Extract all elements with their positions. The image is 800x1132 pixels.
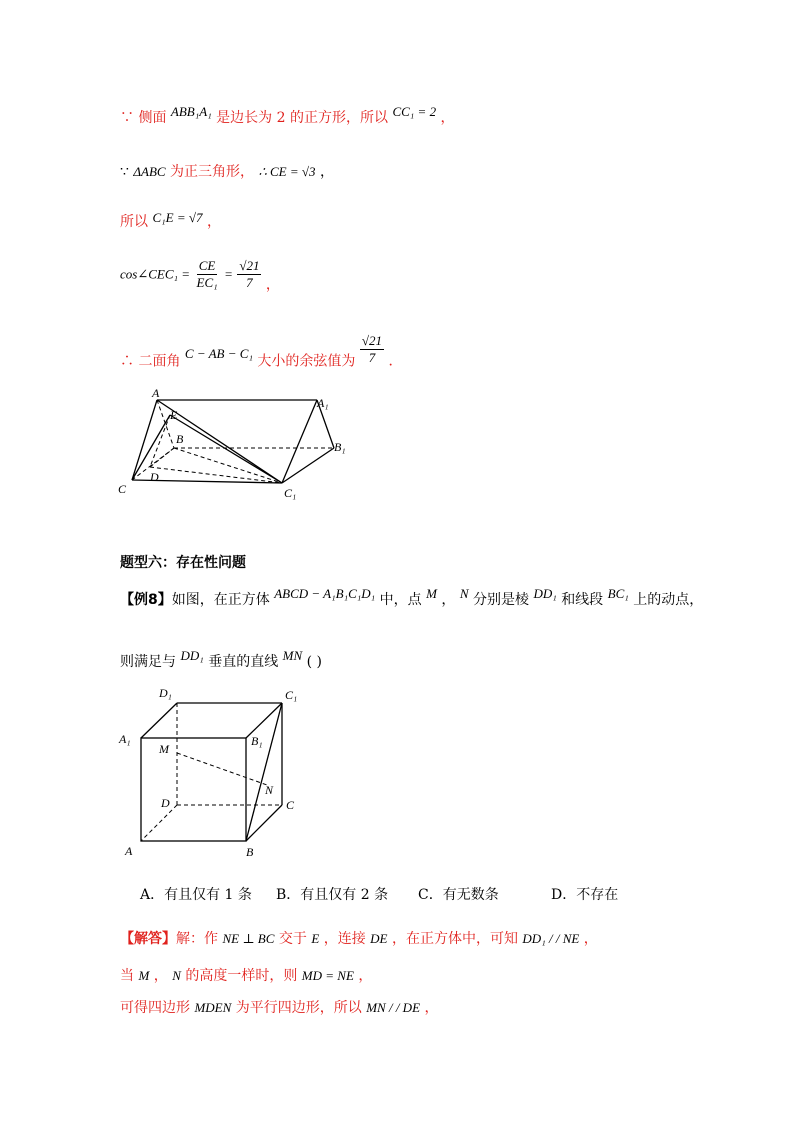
math-expr: MD = NE: [301, 968, 354, 983]
text: ，: [583, 931, 598, 947]
denominator: 7: [246, 275, 253, 290]
example-line-2: [120, 648, 322, 672]
text: 所以: [120, 214, 148, 230]
math-expr: DD₁: [533, 586, 557, 601]
text: ，: [440, 110, 455, 126]
math-expr: CC₁ = 2: [392, 104, 437, 119]
numerator: CE: [198, 258, 216, 273]
solution-line-1: [120, 104, 455, 128]
text: ，连接: [323, 931, 366, 947]
text: ，: [441, 592, 456, 608]
vertex-label-A: A: [125, 844, 133, 858]
vertex-label-E: E: [170, 408, 178, 422]
text: 上的动点，: [633, 592, 704, 608]
text: 的高度一样时，则: [185, 968, 298, 984]
text: 可得四边形: [120, 1000, 190, 1016]
text: ，: [206, 214, 221, 230]
math-expr: ABB₁A₁: [170, 104, 212, 119]
text: 和线段: [561, 592, 604, 608]
math-expr: M: [426, 586, 437, 601]
numerator: √21: [239, 258, 260, 273]
text: ，: [424, 1000, 439, 1016]
math-expr: NE ⊥ BC: [222, 931, 275, 946]
text: ，: [358, 968, 373, 984]
vertex-label-B: B: [246, 845, 254, 859]
text: ，: [153, 968, 168, 984]
point-label-N: N: [265, 783, 274, 797]
text: ∵: [120, 164, 129, 180]
fraction: [195, 258, 220, 291]
text: ∵ 侧面: [120, 110, 167, 126]
solution-line-3: [120, 212, 221, 232]
vertex-label-A: A: [152, 386, 160, 400]
math-expr: ABCD − A₁B₁C₁D₁: [274, 586, 376, 601]
text: ，: [319, 164, 334, 180]
text: 当: [120, 968, 134, 984]
example-tag: 【例8】: [120, 592, 172, 608]
example-line-1: [120, 586, 704, 610]
denominator: EC₁: [196, 275, 218, 290]
vertex-label-C: C: [286, 798, 295, 812]
vertex-label-D1: D₁: [159, 686, 172, 700]
denominator: 7: [368, 350, 376, 365]
answer-line-3: [120, 998, 438, 1018]
numerator: √21: [361, 333, 383, 348]
math-expr: MN: [282, 648, 303, 663]
text: 是边长为 2 的正方形，所以: [216, 110, 388, 126]
solution-line-2: [120, 162, 334, 182]
answer-line-1: [120, 929, 598, 949]
math-expr: C₁E = √7: [152, 210, 203, 225]
fraction: [360, 333, 384, 366]
math-expr: MDEN: [194, 1000, 232, 1015]
math-expr: DD₁ / / NE: [522, 931, 580, 946]
math-expr: BC₁: [607, 586, 629, 601]
vertex-label-A1: A₁: [317, 396, 329, 410]
equals-sign: =: [224, 266, 233, 282]
vertex-label-D: D: [161, 796, 170, 810]
vertex-label-A1: A₁: [119, 732, 131, 746]
fraction: [237, 258, 261, 291]
prism-figure: [112, 385, 362, 505]
choice-c[interactable]: C．有无数条: [418, 887, 499, 903]
vertex-label-B1: B₁: [251, 734, 263, 748]
text: 解：作: [176, 931, 218, 947]
math-expr: DE: [370, 931, 388, 946]
math-expr: MN / / DE: [366, 1000, 421, 1015]
answer-blank: ( ): [306, 654, 322, 670]
vertex-label-B1: B₁: [334, 440, 346, 454]
choice-a[interactable]: A．有且仅有 1 条: [140, 887, 252, 903]
text: 垂直的直线: [208, 654, 279, 670]
point-label-M: M: [159, 742, 169, 756]
text: 为平行四边形，所以: [235, 1000, 362, 1016]
vertex-label-C1: C₁: [284, 486, 297, 500]
solution-line-4: [120, 258, 280, 291]
math-expr: N: [172, 968, 181, 983]
math-expr: E: [311, 931, 320, 946]
text: 则满足与: [120, 654, 176, 670]
vertex-label-D: D: [150, 470, 159, 484]
text: 交于: [278, 931, 307, 947]
math-expr: ΔABC: [133, 164, 166, 179]
text: 分别是棱: [472, 592, 529, 608]
answer-line-2: [120, 966, 372, 986]
math-expr: ∴ CE = √3: [258, 164, 316, 179]
text: ，在正方体中，可知: [391, 931, 518, 947]
math-expr: C − AB − C₁: [184, 345, 253, 361]
cube-figure: [115, 683, 335, 863]
math-expr: N: [459, 586, 469, 601]
text: 如图，在正方体: [171, 592, 270, 608]
text: 大小的余弦值为: [257, 353, 356, 370]
math-expr: M: [138, 968, 150, 983]
text: ．: [388, 353, 403, 370]
math-expr: cos∠CEC₁ =: [120, 266, 191, 282]
solution-line-5: [120, 333, 403, 378]
text: 为正三角形，: [170, 164, 255, 180]
section-title: 题型六：存在性问题: [120, 555, 246, 571]
choice-b[interactable]: B．有且仅有 2 条: [276, 887, 389, 903]
choice-d[interactable]: D．不存在: [551, 887, 619, 903]
text: ∴ 二面角: [120, 353, 181, 370]
math-expr: DD₁: [180, 648, 204, 663]
text: ，: [265, 276, 280, 293]
vertex-label-C1: C₁: [285, 688, 298, 702]
answer-tag: 【解答】: [120, 931, 176, 947]
text: 中，点: [379, 592, 422, 608]
vertex-label-B: B: [176, 432, 184, 446]
vertex-label-C: C: [118, 482, 127, 496]
